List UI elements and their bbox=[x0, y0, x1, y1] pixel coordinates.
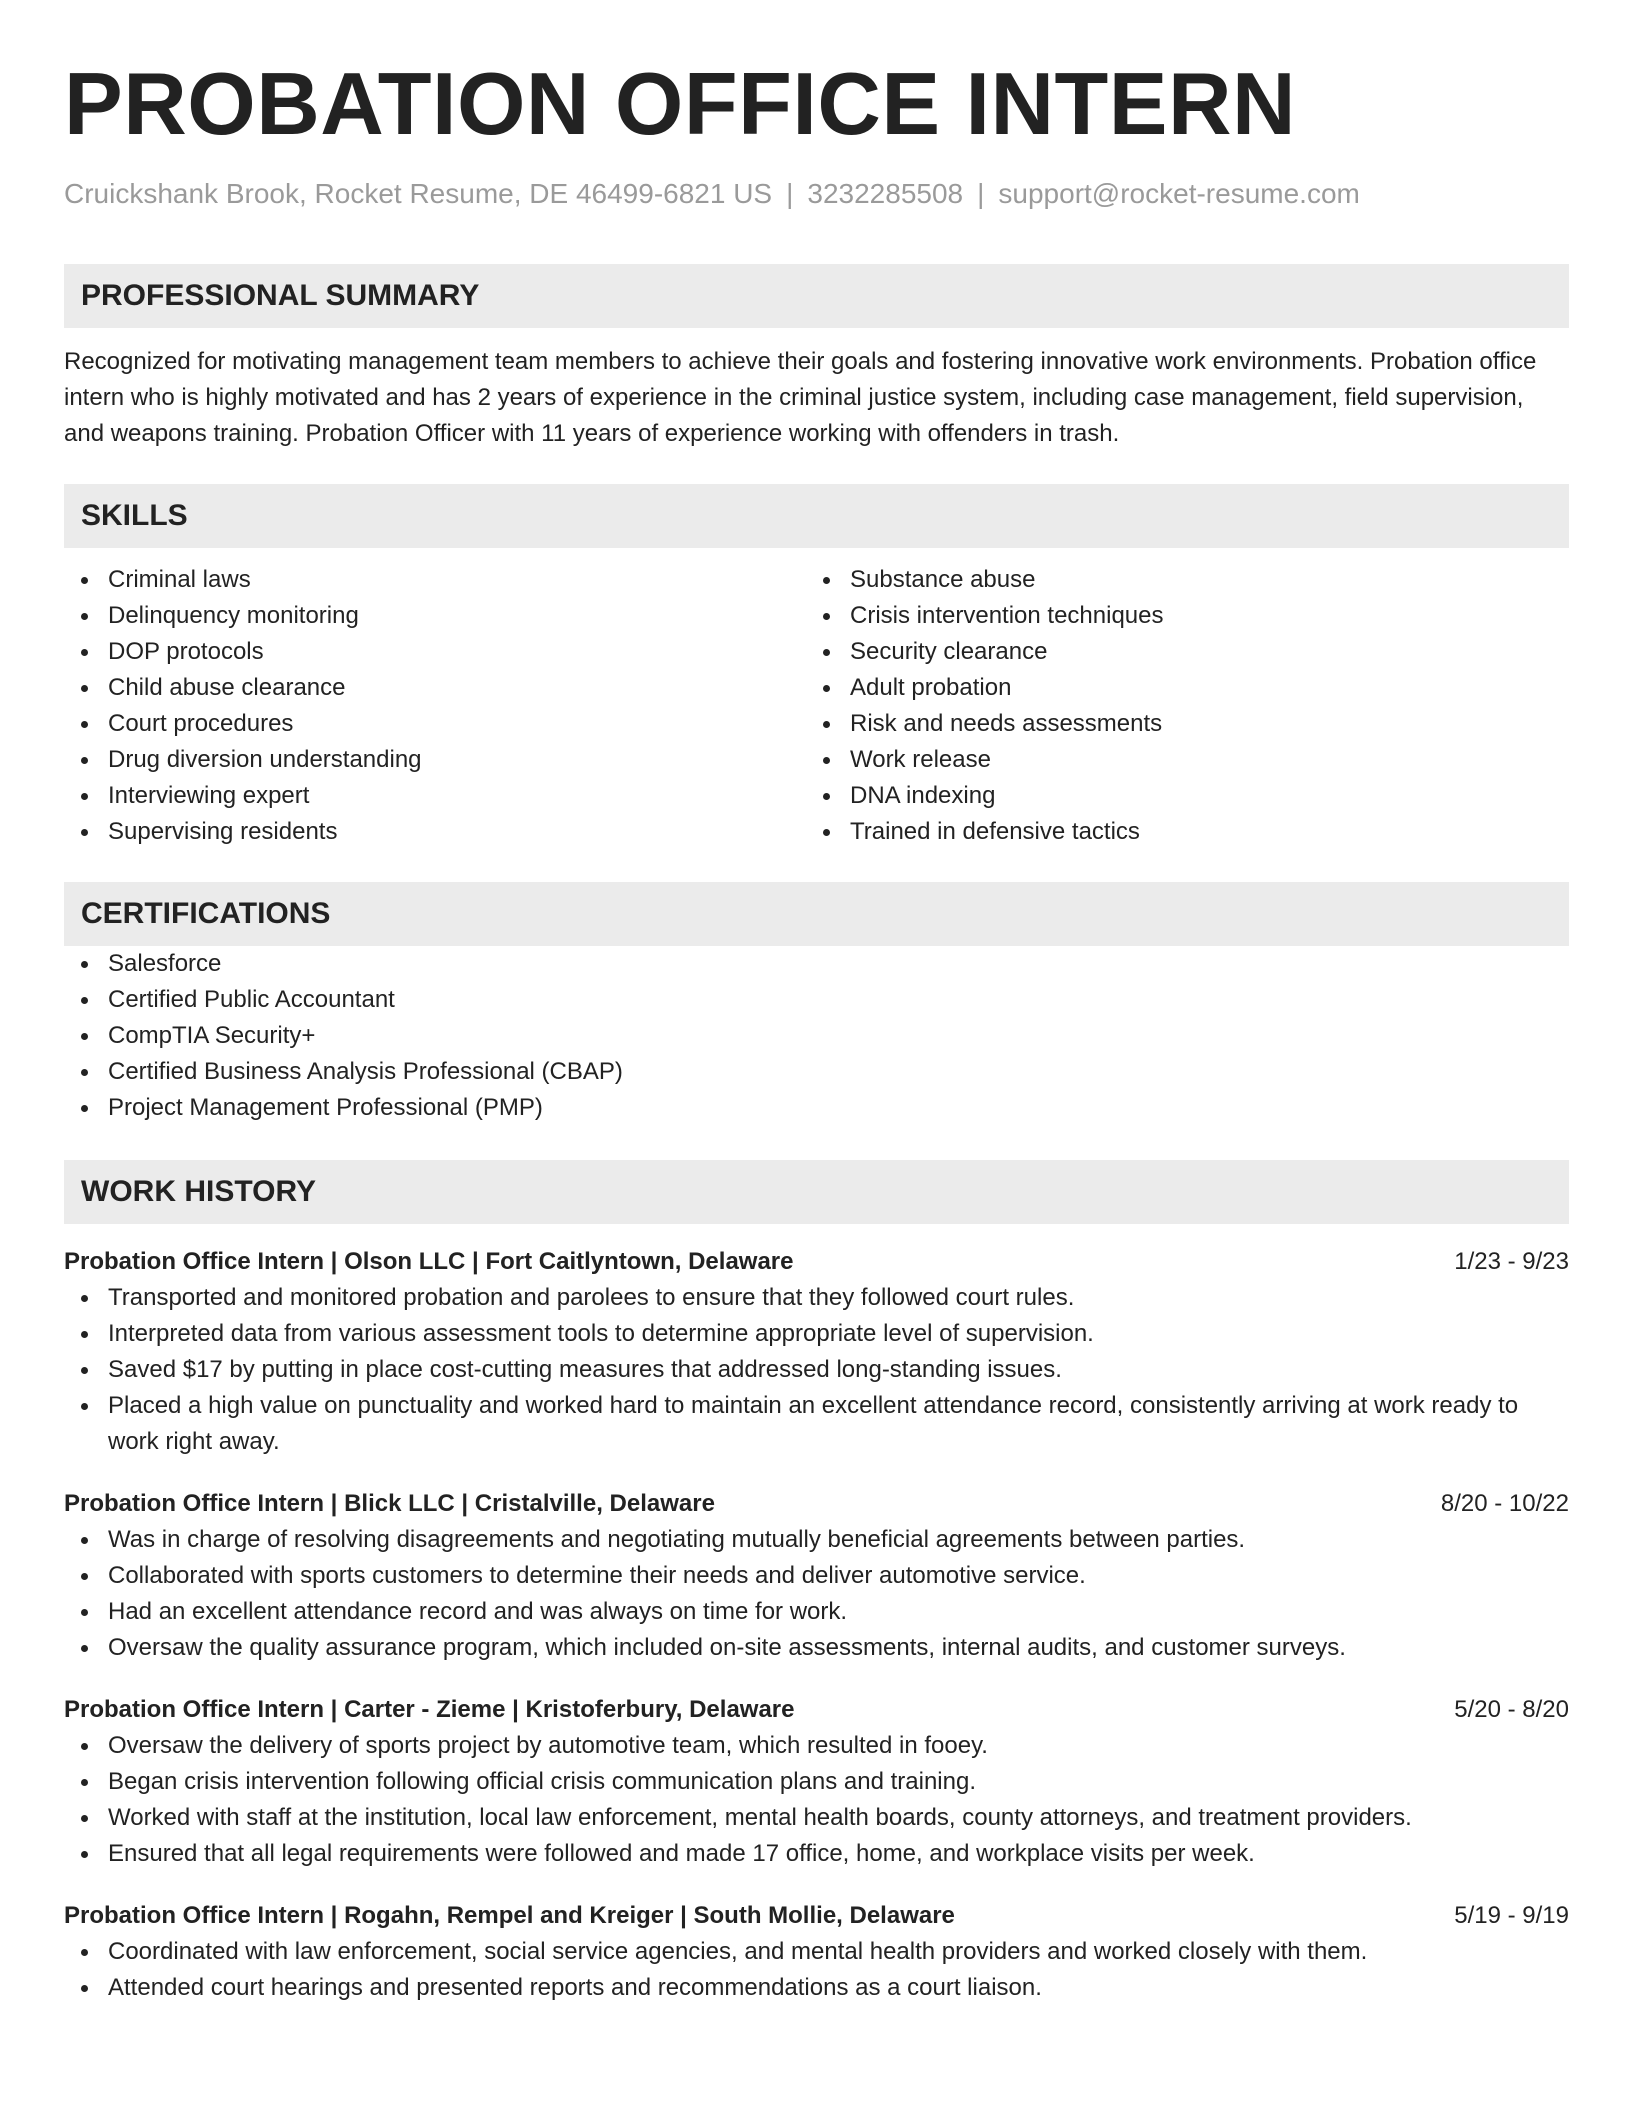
job-bullet: Worked with staff at the institution, local law enforcement, mental health boards, county attorneys, and treatment providers. bbox=[64, 1800, 1569, 1836]
job-entry bbox=[64, 1692, 1569, 1872]
skill-item: Court procedures bbox=[64, 706, 806, 742]
skill-item: DOP protocols bbox=[64, 634, 806, 670]
job-dates: 1/23 - 9/23 bbox=[1454, 1248, 1569, 1275]
job-bullet: Coordinated with law enforcement, social service agencies, and mental health providers and worked closely with them. bbox=[64, 1934, 1569, 1970]
skill-item: Adult probation bbox=[806, 670, 1548, 706]
section-header-summary: PROFESSIONAL SUMMARY bbox=[64, 264, 1569, 328]
section-header-certifications: CERTIFICATIONS bbox=[64, 882, 1569, 946]
skill-item: Crisis intervention techniques bbox=[806, 598, 1548, 634]
job-title-row bbox=[64, 1692, 1569, 1728]
job-bullet: Attended court hearings and presented reports and recommendations as a court liaison. bbox=[64, 1970, 1569, 2006]
skill-item: Supervising residents bbox=[64, 814, 806, 850]
skill-item: Child abuse clearance bbox=[64, 670, 806, 706]
contact-line bbox=[64, 176, 1569, 212]
skill-item: Risk and needs assessments bbox=[806, 706, 1548, 742]
skill-item: DNA indexing bbox=[806, 778, 1548, 814]
job-bullet: Transported and monitored probation and parolees to ensure that they followed court rules. bbox=[64, 1280, 1569, 1316]
job-bullet: Interpreted data from various assessment tools to determine appropriate level of supervision. bbox=[64, 1316, 1569, 1352]
certifications-list bbox=[64, 946, 1569, 1126]
resume-name: PROBATION OFFICE INTERN bbox=[64, 54, 1297, 153]
contact-email: support@rocket-resume.com bbox=[998, 178, 1360, 209]
job-dates: 8/20 - 10/22 bbox=[1440, 1490, 1569, 1517]
contact-separator: | bbox=[786, 178, 794, 209]
skill-item: Security clearance bbox=[806, 634, 1548, 670]
job-title-row bbox=[64, 1244, 1569, 1280]
contact-address: Cruickshank Brook, Rocket Resume, DE 46499-6821 US bbox=[64, 178, 773, 209]
job-bullet: Ensured that all legal requirements were followed and made 17 office, home, and workplace visits per week. bbox=[64, 1836, 1569, 1872]
certification-item: Certified Public Accountant bbox=[64, 982, 1569, 1018]
job-bullet: Was in charge of resolving disagreements and negotiating mutually beneficial agreements between parties. bbox=[64, 1522, 1569, 1558]
skills-list-right bbox=[806, 562, 1548, 850]
job-bullets bbox=[64, 1522, 1569, 1666]
job-dates: 5/19 - 9/19 bbox=[1454, 1902, 1569, 1929]
section-header-work-history: WORK HISTORY bbox=[64, 1160, 1569, 1224]
job-bullet: Saved $17 by putting in place cost-cutting measures that addressed long-standing issues. bbox=[64, 1352, 1569, 1388]
job-bullets bbox=[64, 1280, 1569, 1460]
job-bullets bbox=[64, 1934, 1569, 2006]
job-title: Probation Office Intern | Olson LLC | Fort Caitlyntown, Delaware bbox=[64, 1248, 794, 1275]
certification-item: Certified Business Analysis Professional (CBAP) bbox=[64, 1054, 1569, 1090]
skill-item: Delinquency monitoring bbox=[64, 598, 806, 634]
skill-item: Work release bbox=[806, 742, 1548, 778]
contact-phone: 3232285508 bbox=[807, 178, 964, 209]
skill-item: Substance abuse bbox=[806, 562, 1548, 598]
job-bullet: Placed a high value on punctuality and worked hard to maintain an excellent attendance record, consistently arriving at work ready to work right away. bbox=[64, 1388, 1569, 1460]
job-title-row bbox=[64, 1486, 1569, 1522]
skills-grid bbox=[64, 562, 1569, 850]
certification-item: Salesforce bbox=[64, 946, 1569, 982]
job-bullet: Had an excellent attendance record and was always on time for work. bbox=[64, 1594, 1569, 1630]
job-entry bbox=[64, 1486, 1569, 1666]
job-dates: 5/20 - 8/20 bbox=[1454, 1696, 1569, 1723]
job-title: Probation Office Intern | Rogahn, Rempel and Kreiger | South Mollie, Delaware bbox=[64, 1902, 955, 1929]
summary-text: Recognized for motivating management team members to achieve their goals and fostering innovative work environments. Probation office intern who is highly motivated and has 2 years of experience in the criminal justice system, including case management, field supervision, and weapons training. Probation Officer with 11 years of experience working with offenders in trash. bbox=[64, 348, 1537, 447]
job-title-row bbox=[64, 1898, 1569, 1934]
job-title: Probation Office Intern | Blick LLC | Cristalville, Delaware bbox=[64, 1490, 715, 1517]
contact-separator: | bbox=[977, 178, 985, 209]
skills-list-left bbox=[64, 562, 806, 850]
job-bullet: Oversaw the quality assurance program, which included on-site assessments, internal audits, and customer surveys. bbox=[64, 1630, 1569, 1666]
job-entry bbox=[64, 1244, 1569, 1460]
job-bullet: Oversaw the delivery of sports project by automotive team, which resulted in fooey. bbox=[64, 1728, 1569, 1764]
certification-item: CompTIA Security+ bbox=[64, 1018, 1569, 1054]
resume-page bbox=[64, 0, 1569, 2006]
section-header-skills: SKILLS bbox=[64, 484, 1569, 548]
job-bullet: Began crisis intervention following official crisis communication plans and training. bbox=[64, 1764, 1569, 1800]
job-bullets bbox=[64, 1728, 1569, 1872]
job-entry bbox=[64, 1898, 1569, 2006]
skill-item: Drug diversion understanding bbox=[64, 742, 806, 778]
job-bullet: Collaborated with sports customers to determine their needs and deliver automotive service. bbox=[64, 1558, 1569, 1594]
skill-item: Trained in defensive tactics bbox=[806, 814, 1548, 850]
job-title: Probation Office Intern | Carter - Zieme | Kristoferbury, Delaware bbox=[64, 1696, 795, 1723]
skill-item: Interviewing expert bbox=[64, 778, 806, 814]
skill-item: Criminal laws bbox=[64, 562, 806, 598]
certification-item: Project Management Professional (PMP) bbox=[64, 1090, 1569, 1126]
